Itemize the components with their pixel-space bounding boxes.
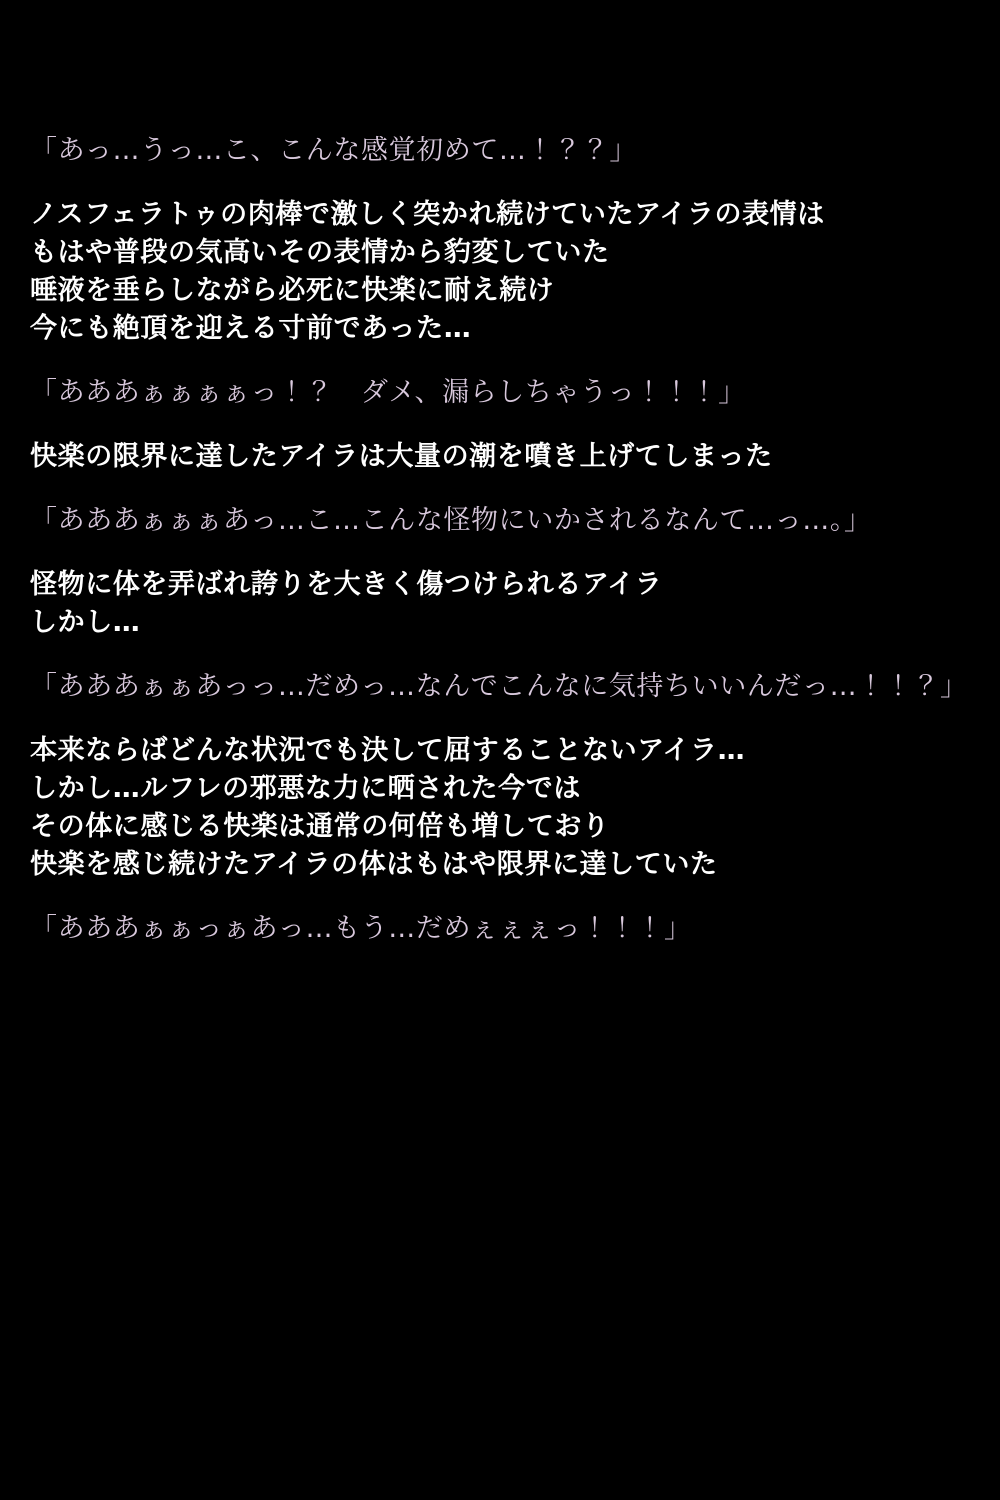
narration-line: 怪物に体を弄ばれ誇りを大きく傷つけられるアイラ: [30, 569, 663, 600]
narration-line: しかし…: [30, 607, 141, 638]
dialogue-block: [30, 132, 970, 170]
narration-line: その体に感じる快楽は通常の何倍も増しており: [30, 811, 610, 842]
narration-line: もはや普段の気高いその表情から豹変していた: [30, 237, 610, 268]
dialogue-line: 「あっ…うっ…こ、こんな感覚初めて…！？？」: [30, 135, 637, 166]
narration-block: [30, 196, 970, 348]
narration-line: しかし…ルフレの邪悪な力に晒された今では: [30, 773, 581, 804]
narration-block: [30, 566, 970, 642]
dialogue-line: 「あああぁぁぁぁっ！？ ダメ、漏らしちゃうっ！！！」: [30, 377, 746, 408]
narration-line: 唾液を垂らしながら必死に快楽に耐え続け: [30, 275, 555, 306]
narration-line: 快楽の限界に達したアイラは大量の潮を噴き上げてしまった: [30, 441, 773, 472]
narration-line: 快楽を感じ続けたアイラの体はもはや限界に達していた: [30, 849, 718, 880]
narration-block: [30, 732, 970, 884]
dialogue-block: [30, 668, 970, 706]
narration-line: ノスフェラトゥの肉棒で激しく突かれ続けていたアイラの表情は: [30, 199, 825, 230]
narration-block: [30, 438, 970, 476]
dialogue-block: [30, 502, 970, 540]
story-text-body: [30, 132, 970, 974]
dialogue-line: 「あああぁぁあっっ…だめっ…なんでこんなに気持ちいいんだっ…！！？」: [30, 671, 968, 702]
dialogue-block: [30, 910, 970, 948]
dialogue-block: [30, 374, 970, 412]
dialogue-line: 「あああぁぁぁあっ…こ…こんな怪物にいかされるなんて…っ…。」: [30, 505, 872, 536]
dialogue-line: 「あああぁぁっぁあっ…もう…だめぇぇぇっ！！！」: [30, 913, 692, 944]
narration-line: 今にも絶頂を迎える寸前であった…: [30, 313, 472, 344]
narration-line: 本来ならばどんな状況でも決して屈することないアイラ…: [30, 735, 746, 766]
